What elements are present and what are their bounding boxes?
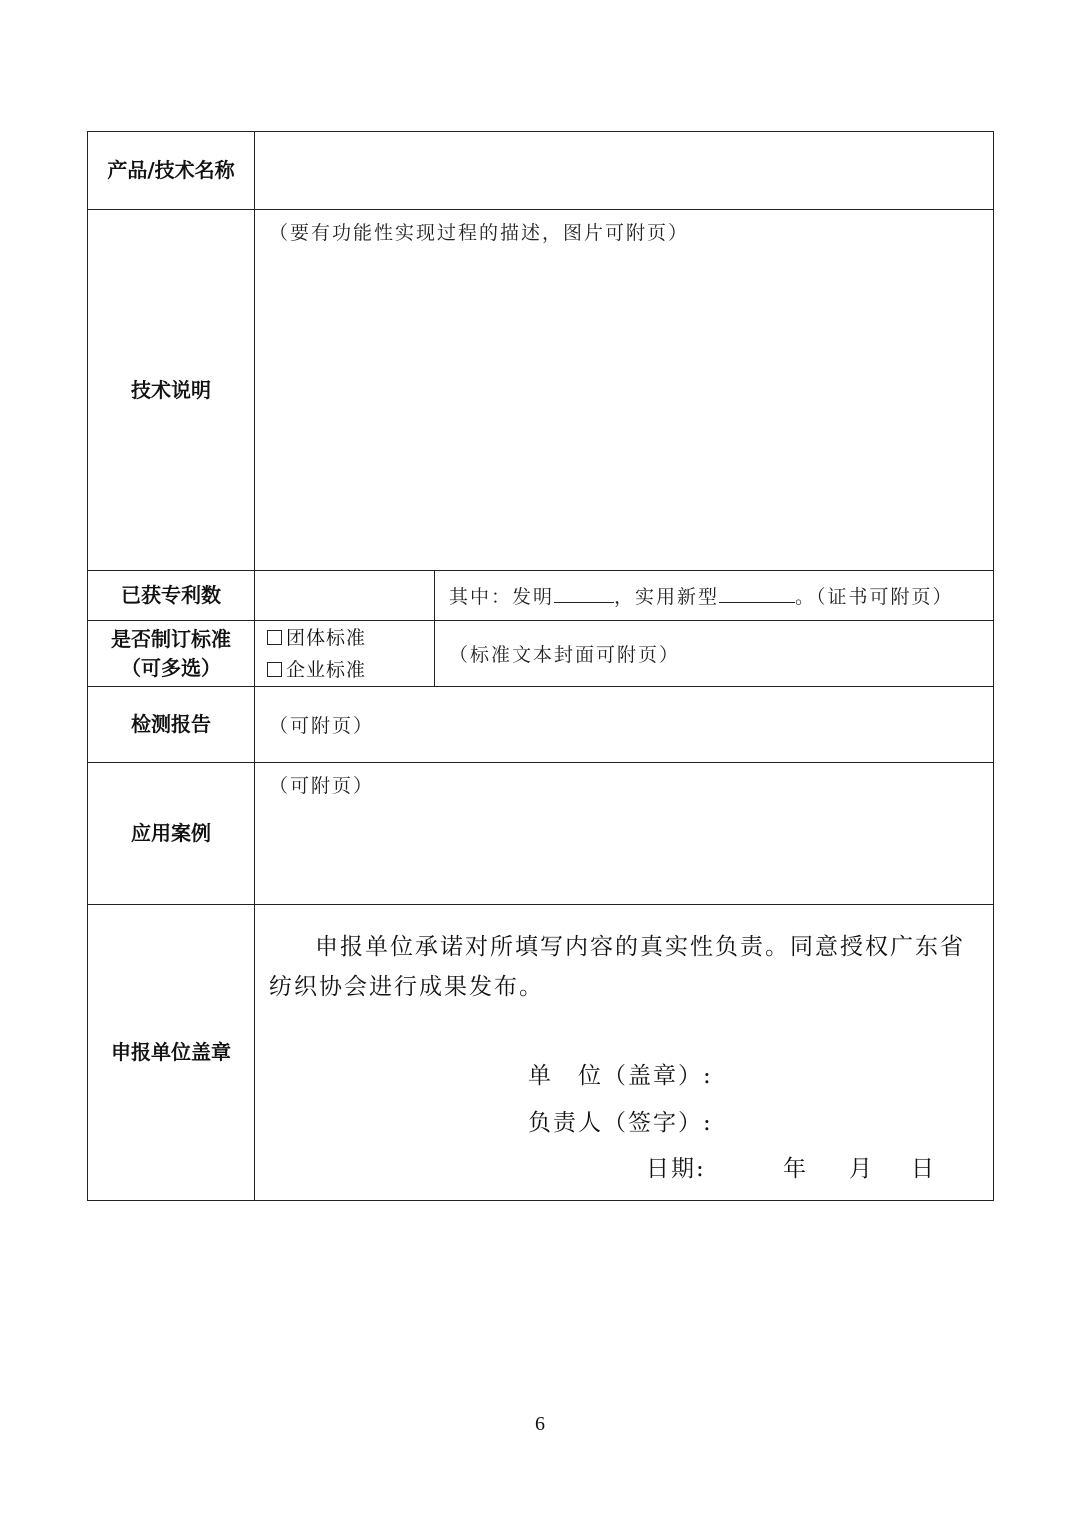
hint-tech-desc: （要有功能性实现过程的描述，图片可附页） [269, 222, 690, 244]
option-enterprise-standard[interactable] [267, 654, 434, 686]
date-year: 年 [783, 1156, 808, 1182]
label-test-report: 检测报告 [88, 687, 255, 763]
row-product-name [88, 132, 994, 210]
label-cases: 应用案例 [88, 763, 255, 905]
person-sign-label: 负责人（签字）: [528, 1110, 713, 1136]
patent-detail [435, 571, 994, 621]
row-test-report [88, 687, 994, 763]
field-cases[interactable] [255, 763, 994, 905]
application-form-table [87, 131, 994, 1201]
seal-content [255, 905, 994, 1201]
standards-options [255, 621, 435, 687]
signature-area [255, 1007, 993, 1182]
date-day: 日 [911, 1156, 936, 1182]
patent-invention-label: 其中：发明 [449, 586, 555, 608]
option-group-standard-label: 团体标准 [286, 626, 367, 649]
utility-model-blank[interactable] [719, 584, 795, 603]
option-enterprise-standard-label: 企业标准 [286, 658, 367, 681]
checkbox-icon[interactable] [267, 662, 282, 677]
hint-cases: （可附页） [269, 775, 375, 797]
label-tech-desc: 技术说明 [88, 210, 255, 571]
option-group-standard[interactable] [267, 622, 434, 654]
field-test-report[interactable] [255, 687, 994, 763]
row-seal [88, 905, 994, 1201]
row-cases [88, 763, 994, 905]
label-standards-line2: （可多选） [121, 655, 221, 680]
field-tech-desc[interactable] [255, 210, 994, 571]
hint-standards: （标准文本封面可附页） [449, 644, 681, 666]
unit-seal-label: 单 位（盖章）: [528, 1063, 713, 1089]
field-product-name[interactable] [255, 132, 994, 210]
date-label: 日期: [646, 1156, 706, 1182]
row-tech-desc [88, 210, 994, 571]
row-patents [88, 571, 994, 621]
page-number: 6 [535, 1413, 545, 1435]
label-seal: 申报单位盖章 [88, 905, 255, 1201]
hint-test-report: （可附页） [269, 715, 375, 737]
label-product-name: 产品/技术名称 [88, 132, 255, 210]
label-patents: 已获专利数 [88, 571, 255, 621]
label-standards-line1: 是否制订标准 [111, 626, 231, 651]
pledge-text: 申报单位承诺对所填写内容的真实性负责。同意授权广东省纺织协会进行成果发布。 [269, 934, 965, 1000]
invention-blank[interactable] [554, 584, 614, 603]
row-standards [88, 621, 994, 687]
patent-cert-note: 。（证书可附页） [795, 586, 954, 608]
standards-note-cell [435, 621, 994, 687]
date-month: 月 [849, 1156, 874, 1182]
checkbox-icon[interactable] [267, 630, 282, 645]
field-patent-count[interactable] [255, 571, 435, 621]
label-standards [88, 621, 255, 687]
patent-utility-label: ，实用新型 [614, 586, 720, 608]
